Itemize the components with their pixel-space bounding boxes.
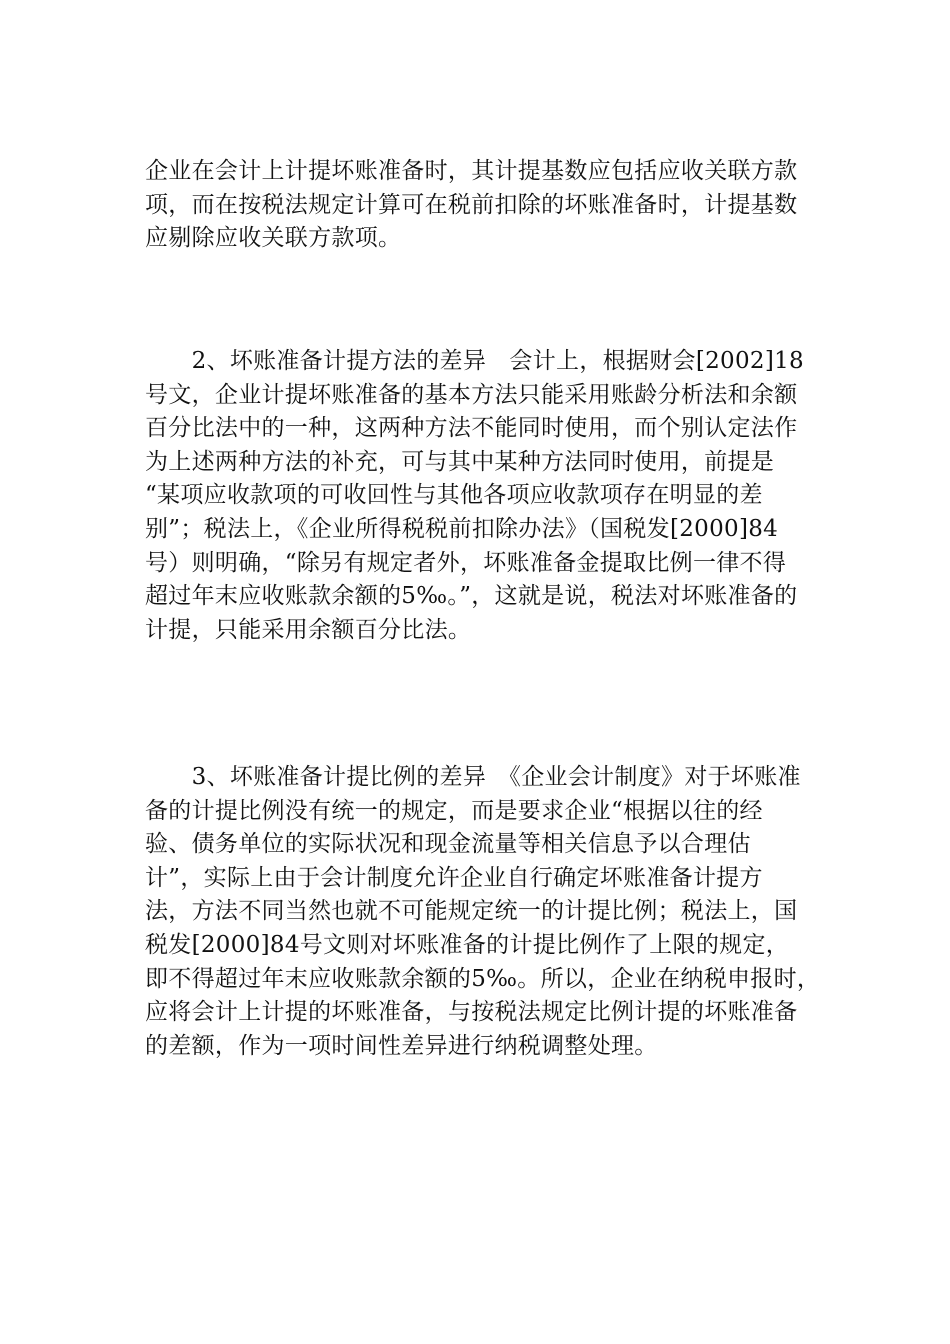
text-line: 计”，实际上由于会计制度允许企业自行确定坏账准备计提方 (145, 864, 763, 891)
text-line: 企业在会计上计提坏账准备时，其计提基数应包括应收关联方款 (145, 158, 798, 184)
text-line: 超过年末应收账款余额的5‰。”，这就是说，税法对坏账准备的 (145, 583, 798, 610)
text-line: 为上述两种方法的补充，可与其中某种方法同时使用，前提是 (145, 448, 775, 475)
text-line: 法，方法不同当然也就不可能规定统一的计提比例；税法上，国 (145, 898, 798, 925)
text-line: 百分比法中的一种，这两种方法不能同时使用，而个别认定法作 (145, 415, 798, 442)
text-line: 备的计提比例没有统一的规定，而是要求企业“根据以往的经 (145, 797, 763, 824)
text-line: 别”；税法上，《企业所得税税前扣除办法》（国税发[2000]84 (145, 515, 779, 542)
text-line: 的差额，作为一项时间性差异进行纳税调整处理。 (145, 1032, 658, 1059)
text-line: 验、债务单位的实际状况和现金流量等相关信息予以合理估 (145, 831, 751, 858)
text-line: “某项应收款项的可收回性与其他各项应收款项存在明显的差 (145, 482, 763, 509)
text-line: 应将会计上计提的坏账准备，与按税法规定比例计提的坏账准备 (145, 999, 798, 1026)
text-line: 计提，只能采用余额百分比法。 (145, 616, 472, 643)
text-line: 税发[2000]84号文则对坏账准备的计提比例作了上限的规定， (145, 931, 790, 958)
text-line: 号文，企业计提坏账准备的基本方法只能采用账龄分析法和余额 (145, 381, 798, 408)
paragraph-provision-ratio-difference (145, 761, 821, 1063)
text-line: 应剔除应收关联方款项。 (145, 225, 402, 252)
paragraph-related-party-receivables (145, 155, 810, 256)
text-line: 2、坏账准备计提方法的差异 会计上，根据财会[2002]18 (145, 348, 804, 374)
text-line: 号）则明确，“除另有规定者外，坏账准备金提取比例一律不得 (145, 549, 787, 576)
text-line: 3、坏账准备计提比例的差异 《企业会计制度》对于坏账准 (145, 764, 801, 790)
text-line: 即不得超过年末应收账款余额的5‰。所以，企业在纳税申报时， (145, 965, 821, 992)
paragraph-provision-method-difference (145, 345, 810, 647)
text-line: 项，而在按税法规定计算可在税前扣除的坏账准备时，计提基数 (145, 191, 798, 218)
